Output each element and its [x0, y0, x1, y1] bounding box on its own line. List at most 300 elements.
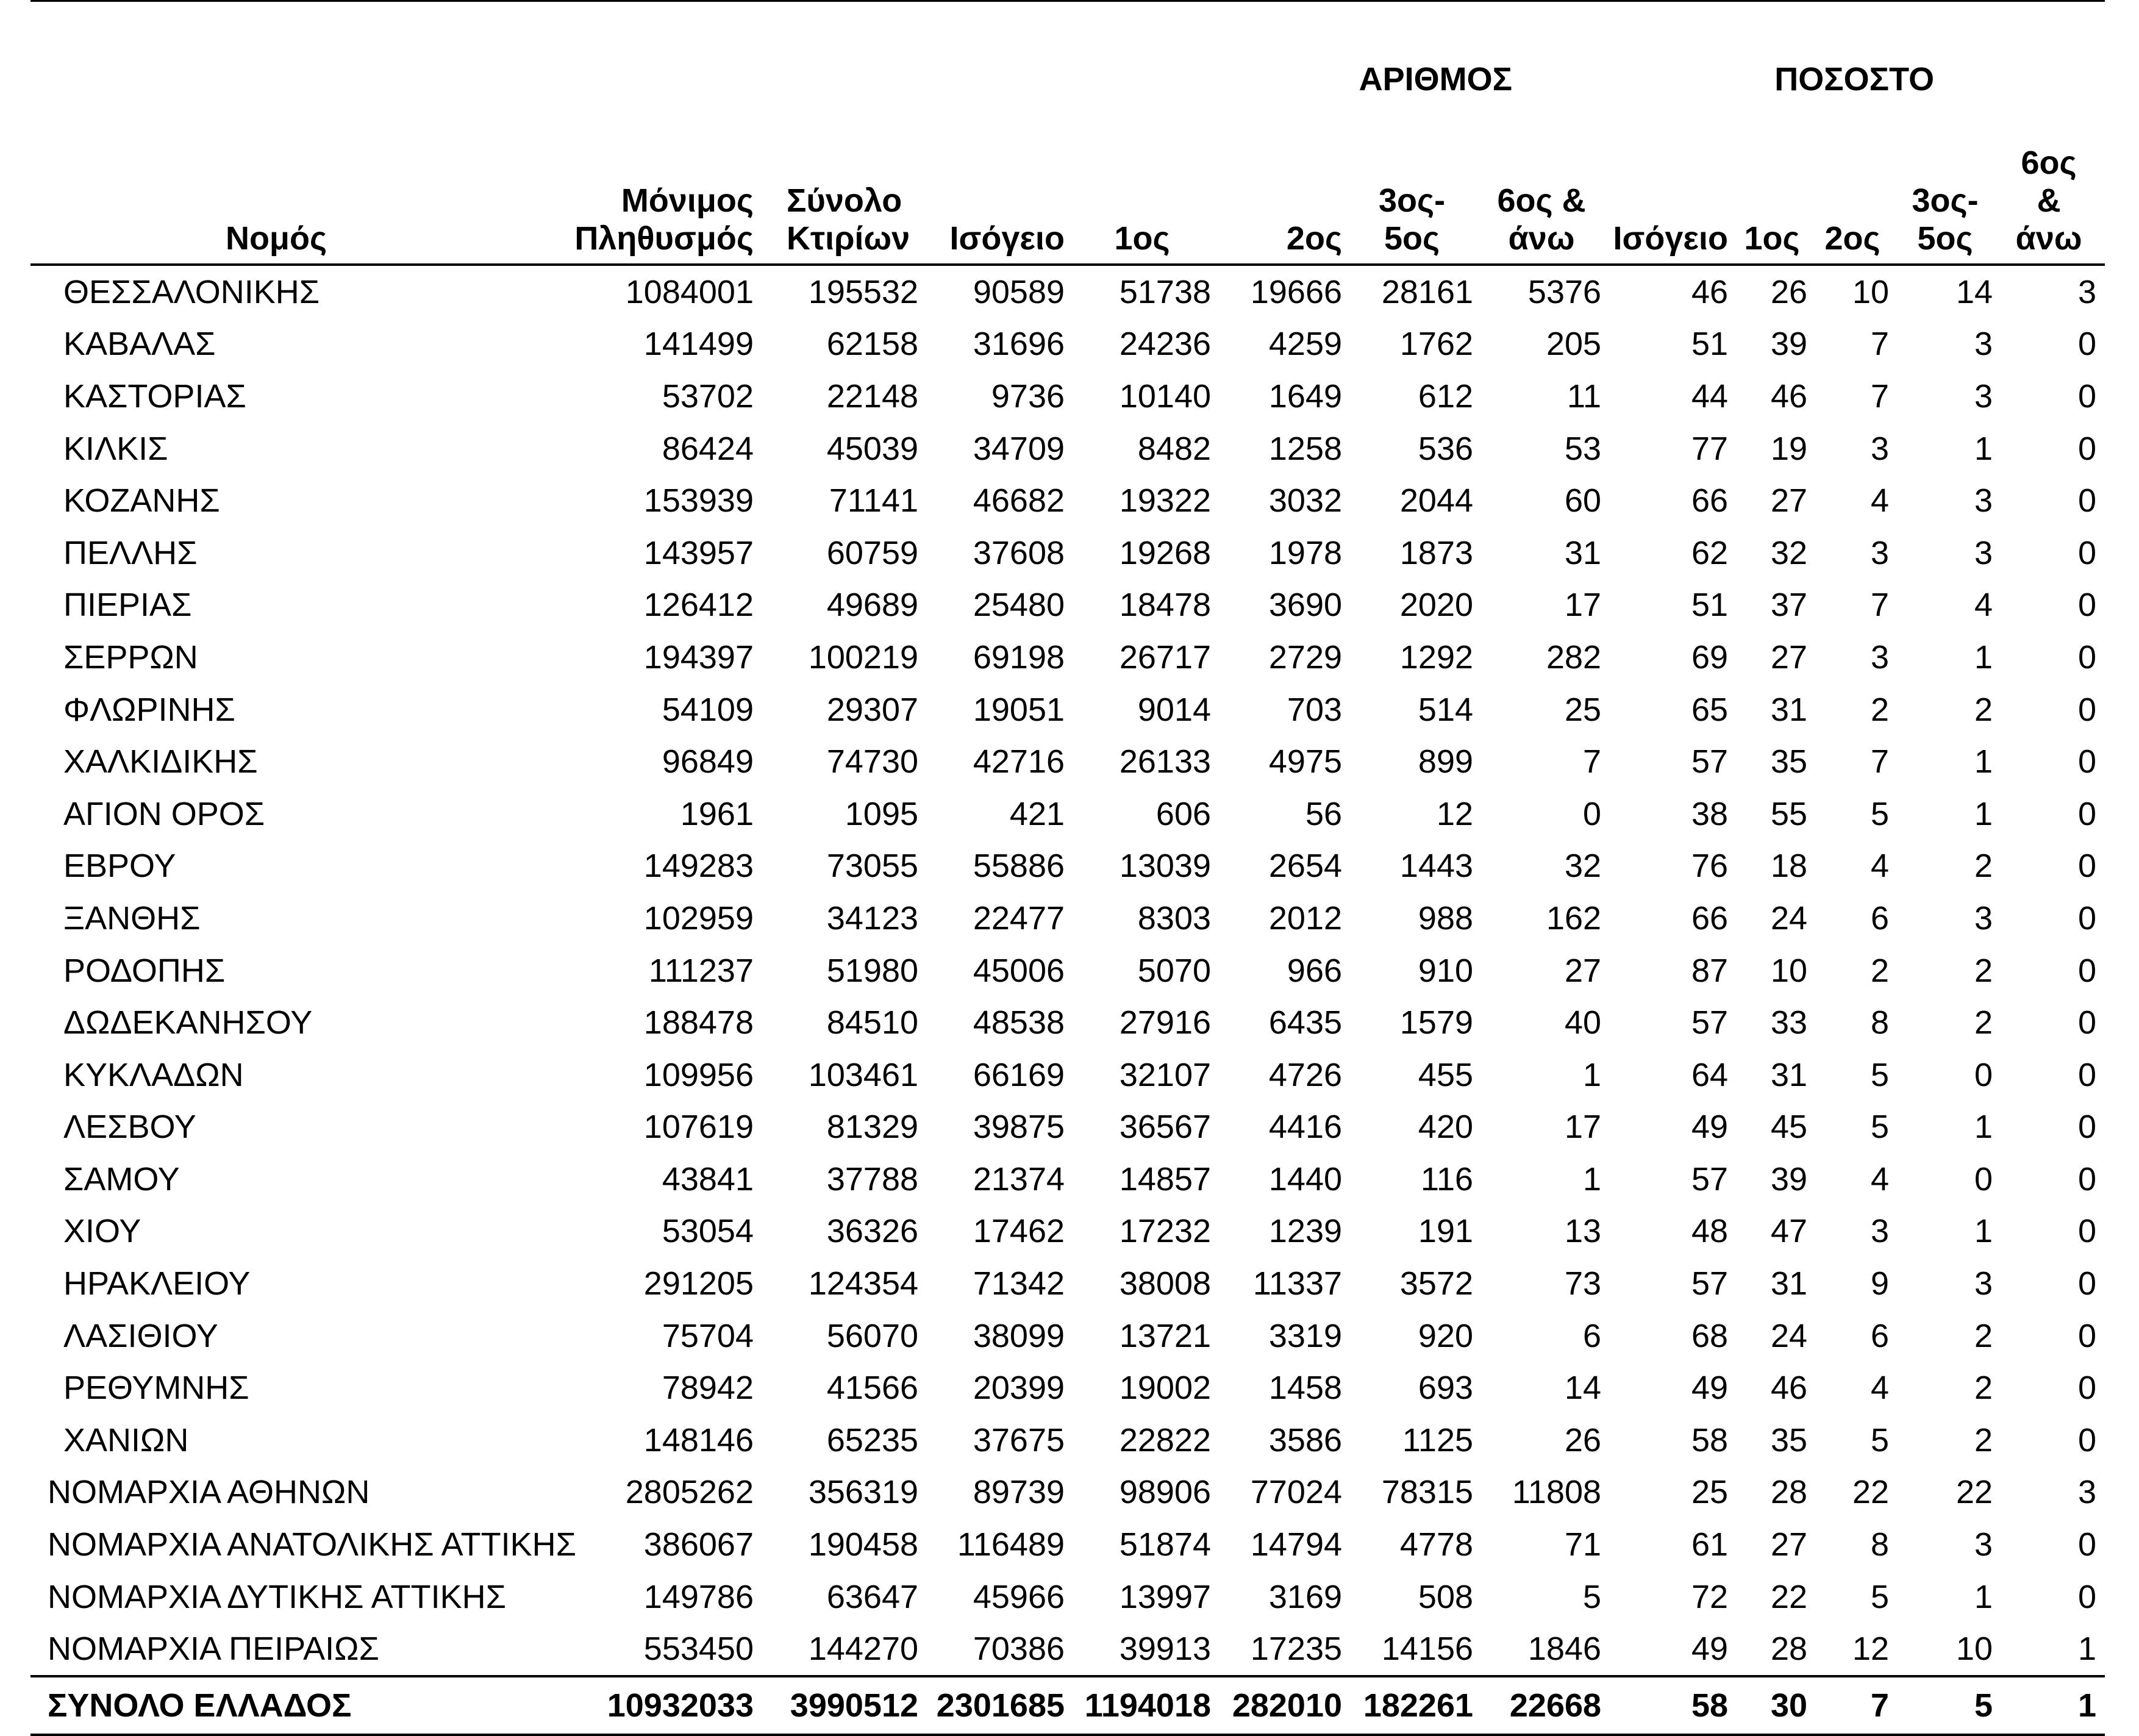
value-cell: 53 — [1564, 430, 1602, 467]
table-row — [30, 318, 2105, 371]
value-cell: 1194018 — [1073, 1676, 1219, 1735]
value-cell: 56070 — [826, 1317, 919, 1354]
value-cell: 38008 — [1119, 1265, 1212, 1302]
value-cell: 0 — [2078, 1056, 2097, 1093]
value-cell: 420 — [1418, 1109, 1474, 1146]
value-cell: 49689 — [826, 587, 919, 624]
prefecture-name: ΞΑΝΘΗΣ — [63, 899, 201, 937]
value-cell: 899 — [1418, 743, 1474, 780]
value-cell: 1 — [1583, 1160, 1602, 1198]
value-cell: 2 — [1974, 1317, 1993, 1354]
value-cell: 3 — [1974, 534, 1993, 571]
value-cell: 36567 — [1119, 1109, 1212, 1146]
value-cell: 10140 — [1119, 377, 1212, 415]
value-cell: 1649 — [1268, 377, 1343, 415]
prefecture-name: ΛΑΣΙΘΙΟΥ — [63, 1317, 218, 1354]
value-cell: 19322 — [1119, 482, 1212, 520]
value-cell: 0 — [2078, 691, 2097, 728]
value-cell: 1 — [1974, 743, 1993, 780]
table-row — [30, 1257, 2105, 1310]
value-cell: 32 — [1770, 534, 1808, 571]
value-cell: 13 — [1564, 1213, 1602, 1250]
value-cell: 2729 — [1268, 638, 1343, 676]
value-cell: 13039 — [1119, 848, 1212, 885]
value-cell: 1443 — [1399, 848, 1474, 885]
value-cell: 3169 — [1268, 1578, 1343, 1615]
value-cell: 49 — [1691, 1109, 1729, 1146]
value-cell: 43841 — [662, 1160, 754, 1198]
table-row — [30, 423, 2105, 475]
value-cell: 14794 — [1250, 1526, 1343, 1563]
value-cell: 100219 — [808, 638, 919, 676]
value-cell: 22 — [1955, 1474, 1993, 1511]
value-cell: 4 — [1871, 1370, 1890, 1407]
value-cell: 81329 — [826, 1109, 919, 1146]
value-cell: 0 — [2078, 638, 2097, 676]
value-cell: 7 — [1871, 743, 1890, 780]
value-cell: 2 — [1871, 952, 1890, 989]
value-cell: 2 — [1974, 691, 1993, 728]
prefecture-name: ΚΥΚΛΑΔΩΝ — [63, 1056, 244, 1093]
value-cell: 5 — [1871, 795, 1890, 832]
value-cell: 1 — [1974, 638, 1993, 676]
value-cell: 2 — [1974, 848, 1993, 885]
value-cell: 66 — [1691, 482, 1729, 520]
value-cell: 25 — [1564, 691, 1602, 728]
value-cell: 62 — [1691, 534, 1729, 571]
value-cell: 27 — [1770, 638, 1808, 676]
value-cell: 72 — [1691, 1578, 1729, 1615]
value-cell: 46 — [1691, 273, 1729, 310]
value-cell: 3 — [2078, 273, 2097, 310]
value-cell: 2020 — [1399, 587, 1474, 624]
prefecture-name: ΘΕΣΣΑΛΟΝΙΚΗΣ — [63, 273, 320, 310]
value-cell: 149786 — [643, 1578, 754, 1615]
value-cell: 10 — [1955, 1631, 1993, 1668]
value-cell: 6435 — [1268, 1004, 1343, 1041]
value-cell: 291205 — [643, 1265, 754, 1302]
group-count-label: ΑΡΙΘΜΟΣ — [1359, 61, 1513, 98]
header-pct-third-fifth: 3ος- 5ος — [1898, 129, 2001, 265]
value-cell: 25 — [1691, 1474, 1729, 1511]
value-cell: 22148 — [826, 377, 919, 415]
value-cell: 3990512 — [762, 1676, 927, 1735]
prefecture-name: ΚΑΒΑΛΑΣ — [63, 326, 216, 363]
value-cell: 26 — [1564, 1421, 1602, 1459]
value-cell: 46 — [1770, 1370, 1808, 1407]
value-cell: 31696 — [973, 326, 1065, 363]
value-cell: 14156 — [1381, 1631, 1474, 1668]
value-cell: 89739 — [973, 1474, 1065, 1511]
table-row — [30, 1153, 2105, 1206]
value-cell: 103461 — [808, 1056, 919, 1093]
value-cell: 421 — [1009, 795, 1065, 832]
value-cell: 356319 — [808, 1474, 919, 1511]
value-cell: 0 — [2078, 377, 2097, 415]
value-cell: 3 — [1974, 377, 1993, 415]
table-row — [30, 735, 2105, 788]
value-cell: 693 — [1418, 1370, 1474, 1407]
value-cell: 4 — [1974, 587, 1993, 624]
value-cell: 18478 — [1119, 587, 1212, 624]
value-cell: 124354 — [808, 1265, 919, 1302]
value-cell: 148146 — [643, 1421, 754, 1459]
value-cell: 31 — [1770, 1056, 1808, 1093]
value-cell: 26 — [1770, 273, 1808, 310]
value-cell: 2 — [1974, 1421, 1993, 1459]
value-cell: 8482 — [1137, 430, 1212, 467]
value-cell: 98906 — [1119, 1474, 1212, 1511]
value-cell: 2301685 — [927, 1676, 1073, 1735]
value-cell: 45039 — [826, 430, 919, 467]
header-pct-sixth-up: 6ος & άνω — [2001, 129, 2105, 265]
value-cell: 74730 — [826, 743, 919, 780]
value-cell: 5 — [1583, 1578, 1602, 1615]
value-cell: 0 — [2078, 1526, 2097, 1563]
value-cell: 20399 — [973, 1370, 1065, 1407]
table-row — [30, 1571, 2105, 1623]
table-row — [30, 1623, 2105, 1676]
value-cell: 1579 — [1399, 1004, 1474, 1041]
value-cell: 45006 — [973, 952, 1065, 989]
value-cell: 606 — [1155, 795, 1212, 832]
value-cell: 70386 — [973, 1631, 1065, 1668]
value-cell: 3 — [1871, 1213, 1890, 1250]
value-cell: 57 — [1691, 1004, 1729, 1041]
value-cell: 37788 — [826, 1160, 919, 1198]
value-cell: 3 — [1871, 534, 1890, 571]
value-cell: 26133 — [1119, 743, 1212, 780]
value-cell: 195532 — [808, 273, 919, 310]
value-cell: 37675 — [973, 1421, 1065, 1459]
value-cell: 0 — [1583, 795, 1602, 832]
prefecture-name: ΕΒΡΟΥ — [63, 848, 176, 885]
value-cell: 32107 — [1119, 1056, 1212, 1093]
value-cell: 102959 — [643, 899, 754, 937]
header-first: 1ος — [1073, 129, 1219, 265]
value-cell: 55 — [1770, 795, 1808, 832]
value-cell: 190458 — [808, 1526, 919, 1563]
prefecture-name: ΦΛΩΡΙΝΗΣ — [63, 691, 235, 728]
value-cell: 73055 — [826, 848, 919, 885]
value-cell: 0 — [2078, 1004, 2097, 1041]
value-cell: 24236 — [1119, 326, 1212, 363]
value-cell: 14857 — [1119, 1160, 1212, 1198]
value-cell: 9014 — [1137, 691, 1212, 728]
table-row — [30, 579, 2105, 632]
value-cell: 4259 — [1268, 326, 1343, 363]
value-cell: 3 — [1974, 1526, 1993, 1563]
value-cell: 116489 — [957, 1526, 1065, 1563]
value-cell: 96849 — [662, 743, 754, 780]
value-cell: 19666 — [1250, 273, 1343, 310]
prefecture-name: ΣΥΝΟΛΟ ΕΛΛΑΔΟΣ — [30, 1676, 530, 1735]
value-cell: 205 — [1546, 326, 1602, 363]
value-cell: 1978 — [1268, 534, 1343, 571]
value-cell: 27 — [1564, 952, 1602, 989]
value-cell: 3 — [1871, 638, 1890, 676]
prefecture-name: ΚΙΛΚΙΣ — [63, 430, 168, 467]
prefecture-name: ΝΟΜΑΡΧΙΑ ΠΕΙΡΑΙΩΣ — [48, 1631, 379, 1668]
value-cell: 508 — [1418, 1578, 1474, 1615]
value-cell: 24 — [1770, 899, 1808, 937]
prefecture-name: ΚΟΖΑΝΗΣ — [63, 482, 220, 520]
value-cell: 27 — [1770, 1526, 1808, 1563]
prefecture-name: ΝΟΜΑΡΧΙΑ ΑΘΗΝΩΝ — [48, 1474, 370, 1511]
value-cell: 920 — [1418, 1317, 1474, 1354]
value-cell: 39913 — [1119, 1631, 1212, 1668]
value-cell: 58 — [1691, 1421, 1729, 1459]
value-cell: 19268 — [1119, 534, 1212, 571]
value-cell: 53702 — [662, 377, 754, 415]
value-cell: 63647 — [826, 1578, 919, 1615]
table-row — [30, 1206, 2105, 1258]
value-cell: 2 — [1974, 1370, 1993, 1407]
prefecture-name: ΔΩΔΕΚΑΝΗΣΟΥ — [63, 1004, 313, 1041]
value-cell: 28 — [1770, 1474, 1808, 1511]
value-cell: 5 — [1898, 1676, 2001, 1735]
value-cell: 53054 — [662, 1213, 754, 1250]
value-cell: 25480 — [973, 587, 1065, 624]
value-cell: 1 — [1974, 1213, 1993, 1250]
value-cell: 41566 — [826, 1370, 919, 1407]
value-cell: 6 — [1583, 1317, 1602, 1354]
value-cell: 13721 — [1119, 1317, 1212, 1354]
prefecture-name: ΛΕΣΒΟΥ — [63, 1109, 196, 1146]
value-cell: 37608 — [973, 534, 1065, 571]
value-cell: 86424 — [662, 430, 754, 467]
value-cell: 4 — [1871, 482, 1890, 520]
value-cell: 77024 — [1250, 1474, 1343, 1511]
value-cell: 87 — [1691, 952, 1729, 989]
table-row — [30, 840, 2105, 893]
value-cell: 29307 — [826, 691, 919, 728]
prefecture-name: ΡΕΘΥΜΝΗΣ — [63, 1370, 249, 1407]
value-cell: 1873 — [1399, 534, 1474, 571]
value-cell: 22 — [1770, 1578, 1808, 1615]
value-cell: 386067 — [643, 1526, 754, 1563]
value-cell: 65 — [1691, 691, 1729, 728]
table-row — [30, 892, 2105, 945]
value-cell: 1084001 — [625, 273, 754, 310]
value-cell: 14 — [1564, 1370, 1602, 1407]
header-nomos: Νομός — [30, 129, 530, 265]
value-cell: 71 — [1564, 1526, 1602, 1563]
value-cell: 7 — [1583, 743, 1602, 780]
value-cell: 6 — [1871, 899, 1890, 937]
value-cell: 1458 — [1268, 1370, 1343, 1407]
value-cell: 1095 — [845, 795, 919, 832]
value-cell: 0 — [2078, 534, 2097, 571]
value-cell: 73 — [1564, 1265, 1602, 1302]
column-header-row — [30, 129, 2105, 265]
header-buildings: Σύνολο Κτιρίων — [762, 129, 927, 265]
value-cell: 0 — [2078, 1213, 2097, 1250]
value-cell: 24 — [1770, 1317, 1808, 1354]
value-cell: 64 — [1691, 1056, 1729, 1093]
prefecture-name: ΣΕΡΡΩΝ — [63, 638, 198, 676]
value-cell: 966 — [1287, 952, 1343, 989]
value-cell: 51 — [1691, 326, 1729, 363]
value-cell: 17232 — [1119, 1213, 1212, 1250]
value-cell: 22 — [1852, 1474, 1890, 1511]
value-cell: 2 — [1974, 952, 1993, 989]
value-cell: 51874 — [1119, 1526, 1212, 1563]
value-cell: 84510 — [826, 1004, 919, 1041]
header-ground: Ισόγειο — [927, 129, 1073, 265]
value-cell: 71141 — [829, 482, 919, 520]
value-cell: 182261 — [1351, 1676, 1482, 1735]
value-cell: 1440 — [1268, 1160, 1343, 1198]
value-cell: 0 — [2078, 795, 2097, 832]
value-cell: 9 — [1871, 1265, 1890, 1302]
value-cell: 3032 — [1268, 482, 1343, 520]
value-cell: 1239 — [1268, 1213, 1343, 1250]
value-cell: 60759 — [826, 534, 919, 571]
value-cell: 48 — [1691, 1213, 1729, 1250]
value-cell: 37 — [1770, 587, 1808, 624]
header-sixth-up: 6ος & άνω — [1482, 129, 1610, 265]
group-header-row — [30, 0, 2105, 129]
table-row — [30, 527, 2105, 579]
value-cell: 44 — [1691, 377, 1729, 415]
value-cell: 3 — [2078, 1474, 2097, 1511]
value-cell: 27 — [1770, 482, 1808, 520]
value-cell: 0 — [2078, 326, 2097, 363]
header-population: Μόνιμος Πληθυσμός — [530, 129, 762, 265]
value-cell: 0 — [2078, 1109, 2097, 1146]
value-cell: 3 — [1974, 482, 1993, 520]
value-cell: 5376 — [1527, 273, 1602, 310]
prefecture-name: ΣΑΜΟΥ — [63, 1160, 180, 1198]
value-cell: 22822 — [1119, 1421, 1212, 1459]
value-cell: 34709 — [973, 430, 1065, 467]
value-cell: 46 — [1770, 377, 1808, 415]
value-cell: 51 — [1691, 587, 1729, 624]
value-cell: 69 — [1691, 638, 1729, 676]
value-cell: 194397 — [643, 638, 754, 676]
value-cell: 0 — [2078, 430, 2097, 467]
value-cell: 4416 — [1268, 1109, 1343, 1146]
value-cell: 162 — [1546, 899, 1602, 937]
value-cell: 126412 — [643, 587, 754, 624]
value-cell: 71342 — [973, 1265, 1065, 1302]
value-cell: 7 — [1816, 1676, 1898, 1735]
value-cell: 39 — [1770, 326, 1808, 363]
value-cell: 12 — [1852, 1631, 1890, 1668]
prefecture-name: ΡΟΔΟΠΗΣ — [63, 952, 226, 989]
value-cell: 0 — [2078, 899, 2097, 937]
table-row — [30, 788, 2105, 840]
group-percent-label: ΠΟΣΟΣΤΟ — [1774, 61, 1935, 98]
value-cell: 21374 — [973, 1160, 1065, 1198]
value-cell: 61 — [1691, 1526, 1729, 1563]
value-cell: 282 — [1546, 638, 1602, 676]
value-cell: 19051 — [973, 691, 1065, 728]
value-cell: 0 — [1974, 1160, 1993, 1198]
value-cell: 0 — [2078, 587, 2097, 624]
value-cell: 35 — [1770, 1421, 1808, 1459]
value-cell: 1 — [1974, 430, 1993, 467]
value-cell: 703 — [1287, 691, 1343, 728]
table-row — [30, 631, 2105, 684]
value-cell: 26717 — [1119, 638, 1212, 676]
value-cell: 68 — [1691, 1317, 1729, 1354]
value-cell: 57 — [1691, 1265, 1729, 1302]
value-cell: 536 — [1418, 430, 1474, 467]
value-cell: 7 — [1871, 326, 1890, 363]
value-cell: 4726 — [1268, 1056, 1343, 1093]
value-cell: 31 — [1564, 534, 1602, 571]
value-cell: 58 — [1610, 1676, 1737, 1735]
value-cell: 143957 — [643, 534, 754, 571]
prefecture-name: ΧΙΟΥ — [63, 1213, 141, 1250]
value-cell: 107619 — [643, 1109, 754, 1146]
value-cell: 11808 — [1512, 1474, 1602, 1511]
value-cell: 11337 — [1252, 1265, 1343, 1302]
value-cell: 188478 — [643, 1004, 754, 1041]
value-cell: 1 — [1974, 1578, 1993, 1615]
value-cell: 10932033 — [530, 1676, 762, 1735]
table-row — [30, 1362, 2105, 1414]
value-cell: 910 — [1418, 952, 1474, 989]
value-cell: 75704 — [662, 1317, 754, 1354]
value-cell: 3 — [1974, 899, 1993, 937]
value-cell: 42716 — [973, 743, 1065, 780]
value-cell: 0 — [2078, 1265, 2097, 1302]
value-cell: 39 — [1770, 1160, 1808, 1198]
value-cell: 1 — [1974, 1109, 1993, 1146]
table-row — [30, 474, 2105, 527]
value-cell: 69198 — [973, 638, 1065, 676]
value-cell: 17 — [1564, 587, 1602, 624]
value-cell: 22477 — [973, 899, 1065, 937]
value-cell: 9736 — [991, 377, 1065, 415]
value-cell: 2044 — [1399, 482, 1474, 520]
value-cell: 6 — [1871, 1317, 1890, 1354]
value-cell: 33 — [1770, 1004, 1808, 1041]
prefecture-name: ΝΟΜΑΡΧΙΑ ΔΥΤΙΚΗΣ ΑΤΤΙΚΗΣ — [48, 1578, 506, 1615]
value-cell: 66 — [1691, 899, 1729, 937]
value-cell: 55886 — [973, 848, 1065, 885]
value-cell: 36326 — [826, 1213, 919, 1250]
value-cell: 35 — [1770, 743, 1808, 780]
value-cell: 0 — [2078, 1578, 2097, 1615]
prefecture-name: ΠΙΕΡΙΑΣ — [63, 587, 192, 624]
value-cell: 19 — [1770, 430, 1808, 467]
value-cell: 3690 — [1268, 587, 1343, 624]
prefecture-name: ΚΑΣΤΟΡΙΑΣ — [63, 377, 246, 415]
value-cell: 7 — [1871, 587, 1890, 624]
value-cell: 3 — [1974, 1265, 1993, 1302]
value-cell: 49 — [1691, 1631, 1729, 1668]
buildings-by-floor-table — [30, 0, 2105, 1736]
value-cell: 1 — [1583, 1056, 1602, 1093]
value-cell: 455 — [1418, 1056, 1474, 1093]
value-cell: 51738 — [1119, 273, 1212, 310]
value-cell: 0 — [2078, 743, 2097, 780]
value-cell: 5 — [1871, 1056, 1890, 1093]
value-cell: 1 — [2078, 1631, 2097, 1668]
value-cell: 153939 — [643, 482, 754, 520]
header-second: 2ος — [1219, 129, 1351, 265]
value-cell: 5 — [1871, 1421, 1890, 1459]
value-cell: 76 — [1691, 848, 1729, 885]
table-row — [30, 265, 2105, 318]
value-cell: 1 — [1974, 795, 1993, 832]
value-cell: 0 — [1974, 1056, 1993, 1093]
value-cell: 49 — [1691, 1370, 1729, 1407]
